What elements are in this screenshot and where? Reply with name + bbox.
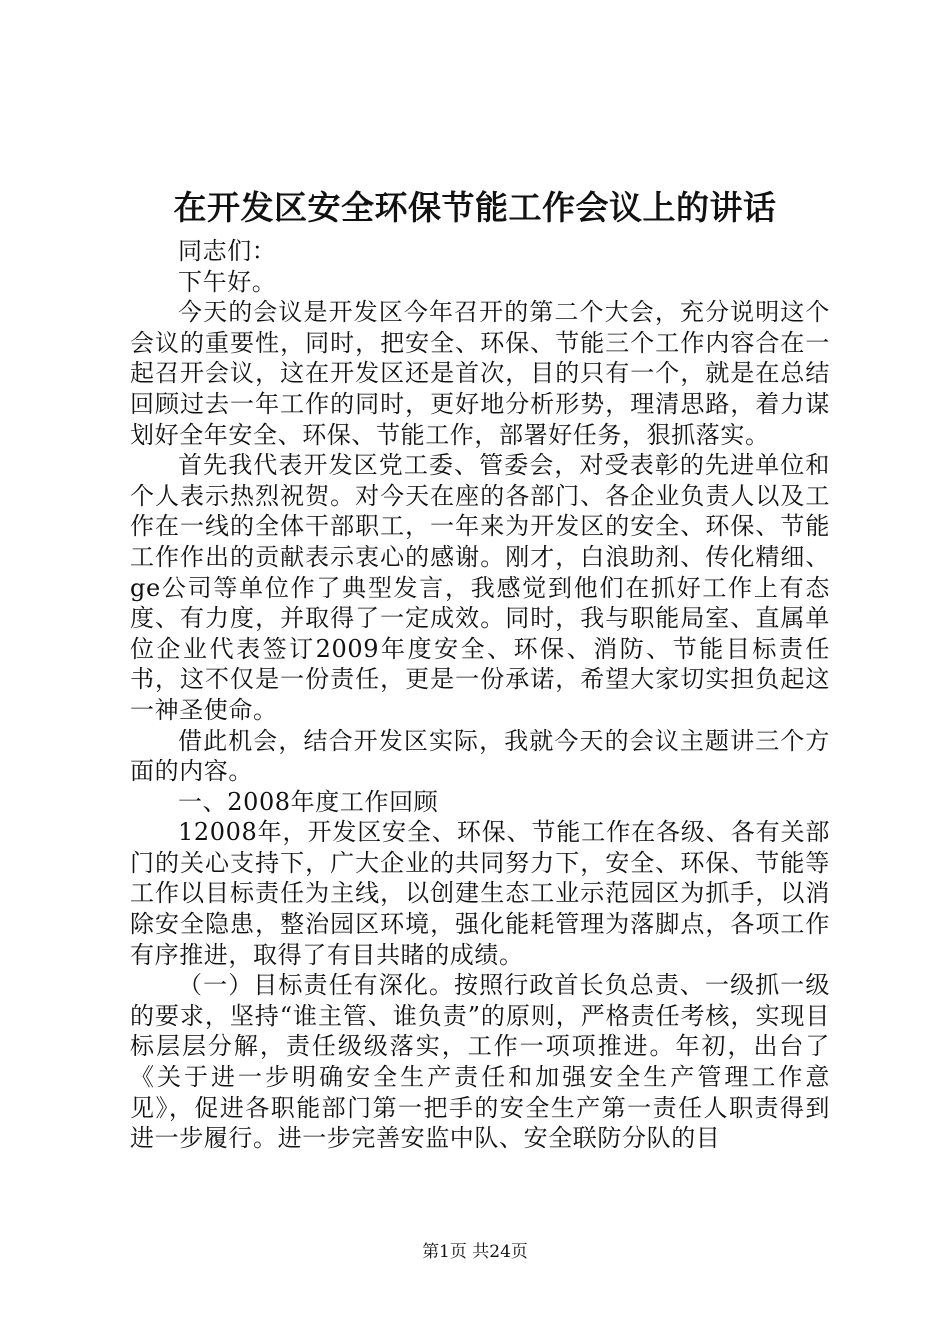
body-paragraph: （一）目标责任有深化。按照行政首长负总责、一级抓一级的要求，坚持“谁主管、谁负责”的原则，严格责任考核，实现目标层层分解，责任级级落实，工作一项项推进。年初，出台了《关于进一步明确安全生产责任和加强安全生产管理工作意见》，促进各职能部门第一把手的安全生产第一责任人职责得到进一步履行。进一步完善安监中队、安全联防分队的目: [130, 971, 830, 1153]
document-body: [130, 236, 830, 1154]
greeting-paragraph: 下午好。: [178, 267, 277, 296]
body-paragraph: 借此机会，结合开发区实际，我就今天的会议主题讲三个方面的内容。: [130, 726, 830, 786]
body-paragraph: 首先我代表开发区党工委、管委会，对受表彰的先进单位和个人表示热烈祝贺。对今天在座的各部门、各企业负责人以及工作在一线的全体干部职工，一年来为开发区的安全、环保、节能工作作出的贡献表示衷心的感谢。刚才，白浪助剂、传化精细、ge公司等单位作了典型发言，我感觉到他们在抓好工作上有态度、有力度，并取得了一定成效。同时，我与职能局室、直属单位企业代表签订2009年度安全、环保、消防、节能目标责任书，这不仅是一份责任，更是一份承诺，希望大家切实担负起这一神圣使命。: [130, 451, 830, 724]
page-footer: 第1页 共24页: [422, 1242, 528, 1262]
document-title: 在开发区安全环保节能工作会议上的讲话: [173, 188, 777, 227]
body-paragraph: 今天的会议是开发区今年召开的第二个大会，充分说明这个会议的重要性，同时，把安全、环保、节能三个工作内容合在一起召开会议，这在开发区还是首次，目的只有一个，就是在总结回顾过去一年工作的同时，更好地分析形势，理清思路，着力谋划好全年安全、环保、节能工作，部署好任务，狠抓落实。: [130, 298, 830, 449]
body-paragraph: 12008年，开发区安全、环保、节能工作在各级、各有关部门的关心支持下，广大企业的共同努力下，安全、环保、节能等工作以目标责任为主线，以创建生态工业示范园区为抓手，以消除安全隐患，整治园区环境，强化能耗管理为落脚点，各项工作有序推进，取得了有目共睹的成绩。: [130, 818, 830, 969]
section-heading: 一、2008年度工作回顾: [178, 787, 439, 816]
salutation-paragraph: 同志们：: [178, 237, 277, 265]
